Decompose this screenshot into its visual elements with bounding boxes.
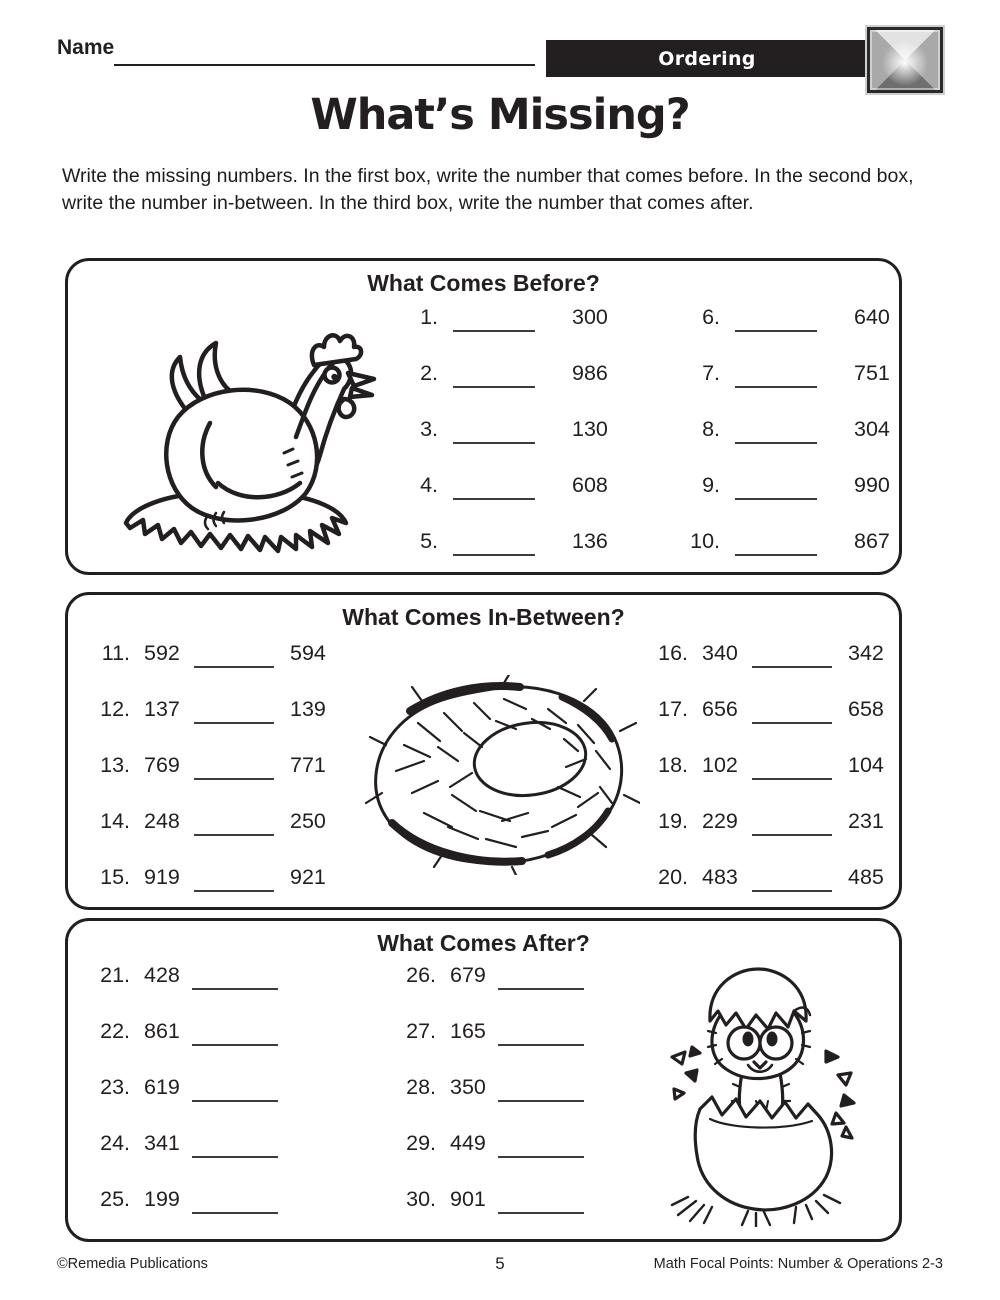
answer-blank [194,814,274,836]
answer-blank [453,310,535,332]
given-number: 341 [144,1131,180,1155]
worksheet-item [82,1019,278,1046]
item-number: 16. [658,641,688,665]
item-number: 7. [702,361,720,385]
item-number: 23. [100,1075,130,1099]
given-number: 619 [144,1075,180,1099]
item-number: 10. [690,529,720,553]
answer-blank [192,1136,278,1158]
given-number: 594 [290,641,326,665]
answer-blank [498,1080,584,1102]
worksheet-item [388,963,584,990]
section-after [65,918,902,1242]
item-number: 26. [406,963,436,987]
item-number: 6. [702,305,720,329]
worksheet-item [80,809,326,836]
given-number: 656 [702,697,738,721]
given-number: 990 [854,473,890,497]
given-number: 102 [702,753,738,777]
worksheet-item [672,473,890,500]
answer-blank [194,758,274,780]
worksheet-item [388,1131,584,1158]
section-between-title: What Comes In-Between? [342,604,625,630]
item-number: 18. [658,753,688,777]
item-number: 12. [100,697,130,721]
worksheet-item [80,697,326,724]
item-number: 22. [100,1019,130,1043]
worksheet-item [80,753,326,780]
worksheet-item [390,417,608,444]
given-number: 921 [290,865,326,889]
given-number: 136 [572,529,608,553]
answer-blank [192,1080,278,1102]
name-blank-line [114,64,535,66]
answer-blank [735,422,817,444]
given-number: 350 [450,1075,486,1099]
given-number: 867 [854,529,890,553]
item-number: 27. [406,1019,436,1043]
given-number: 248 [144,809,180,833]
item-number: 14. [100,809,130,833]
worksheet-item [390,305,608,332]
worksheet-item [672,361,890,388]
answer-blank [453,366,535,388]
item-number: 28. [406,1075,436,1099]
answer-blank [453,534,535,556]
worksheet-item [80,865,326,892]
given-number: 104 [848,753,884,777]
item-number: 8. [702,417,720,441]
given-number: 231 [848,809,884,833]
item-number: 15. [100,865,130,889]
answer-blank [453,478,535,500]
between-items-right [638,641,884,921]
given-number: 986 [572,361,608,385]
worksheet-item [82,1187,278,1214]
given-number: 340 [702,641,738,665]
answer-blank [194,870,274,892]
given-number: 608 [572,473,608,497]
category-tag-label: Ordering [658,47,756,70]
section-before [65,258,902,575]
item-number: 5. [420,529,438,553]
worksheet-item [388,1075,584,1102]
section-after-title: What Comes After? [377,930,590,956]
instructions-text: Write the missing numbers. In the first box, write the number that comes before. In the second box, write the number in-between. In the third box, write the number that comes after. [62,165,914,214]
answer-blank [192,968,278,990]
answer-blank [735,310,817,332]
answer-blank [453,422,535,444]
after-items-right [388,963,584,1243]
given-number: 640 [854,305,890,329]
answer-blank [735,478,817,500]
given-number: 428 [144,963,180,987]
given-number: 485 [848,865,884,889]
hatching-chick-illustration [644,961,874,1227]
item-number: 2. [420,361,438,385]
answer-blank [498,1192,584,1214]
nest-illustration [352,675,640,875]
answer-blank [498,1136,584,1158]
answer-blank [752,814,832,836]
worksheet-item [80,641,326,668]
worksheet-item [82,1131,278,1158]
answer-blank [498,1024,584,1046]
given-number: 137 [144,697,180,721]
answer-blank [752,646,832,668]
worksheet-item [672,529,890,556]
item-number: 30. [406,1187,436,1211]
section-between [65,592,902,910]
item-number: 17. [658,697,688,721]
worksheet-item [672,305,890,332]
worksheet-item [672,417,890,444]
category-tag-bar [546,40,868,77]
answer-blank [192,1024,278,1046]
section-before-title: What Comes Before? [367,270,600,296]
given-number: 130 [572,417,608,441]
item-number: 3. [420,417,438,441]
worksheet-item [82,1075,278,1102]
answer-blank [498,968,584,990]
item-number: 29. [406,1131,436,1155]
worksheet-item [638,865,884,892]
given-number: 751 [854,361,890,385]
copyright-text: ©Remedia Publications [57,1256,208,1272]
given-number: 901 [450,1187,486,1211]
worksheet-item [638,753,884,780]
answer-blank [194,646,274,668]
given-number: 199 [144,1187,180,1211]
item-number: 9. [702,473,720,497]
given-number: 342 [848,641,884,665]
given-number: 769 [144,753,180,777]
worksheet-item [388,1187,584,1214]
worksheet-item [390,529,608,556]
answer-blank [192,1192,278,1214]
before-items-left [390,305,608,585]
given-number: 165 [450,1019,486,1043]
item-number: 25. [100,1187,130,1211]
item-number: 20. [658,865,688,889]
worksheet-item [638,697,884,724]
given-number: 229 [702,809,738,833]
item-number: 21. [100,963,130,987]
worksheet-item [390,473,608,500]
worksheet-item [638,809,884,836]
answer-blank [752,758,832,780]
answer-blank [752,702,832,724]
between-items-left [80,641,326,921]
item-number: 24. [100,1131,130,1155]
answer-blank [752,870,832,892]
page-number: 5 [495,1254,505,1273]
given-number: 483 [702,865,738,889]
worksheet-item [390,361,608,388]
given-number: 658 [848,697,884,721]
given-number: 449 [450,1131,486,1155]
item-number: 19. [658,809,688,833]
answer-blank [735,366,817,388]
item-number: 13. [100,753,130,777]
answer-blank [194,702,274,724]
metallic-corner-ornament [867,27,943,93]
worksheet-item [638,641,884,668]
given-number: 139 [290,697,326,721]
answer-blank [735,534,817,556]
given-number: 304 [854,417,890,441]
given-number: 300 [572,305,608,329]
name-label: Name [57,36,115,59]
worksheet-item [82,963,278,990]
worksheet-item [388,1019,584,1046]
item-number: 1. [420,305,438,329]
after-items-left [82,963,278,1243]
given-number: 919 [144,865,180,889]
given-number: 592 [144,641,180,665]
given-number: 679 [450,963,486,987]
hen-on-nest-illustration [82,287,392,559]
given-number: 861 [144,1019,180,1043]
before-items-right [672,305,890,585]
item-number: 4. [420,473,438,497]
series-title-text: Math Focal Points: Number & Operations 2-3 [653,1256,943,1272]
page-title: What’s Missing? [310,90,690,140]
given-number: 771 [290,753,326,777]
given-number: 250 [290,809,326,833]
item-number: 11. [101,641,130,665]
